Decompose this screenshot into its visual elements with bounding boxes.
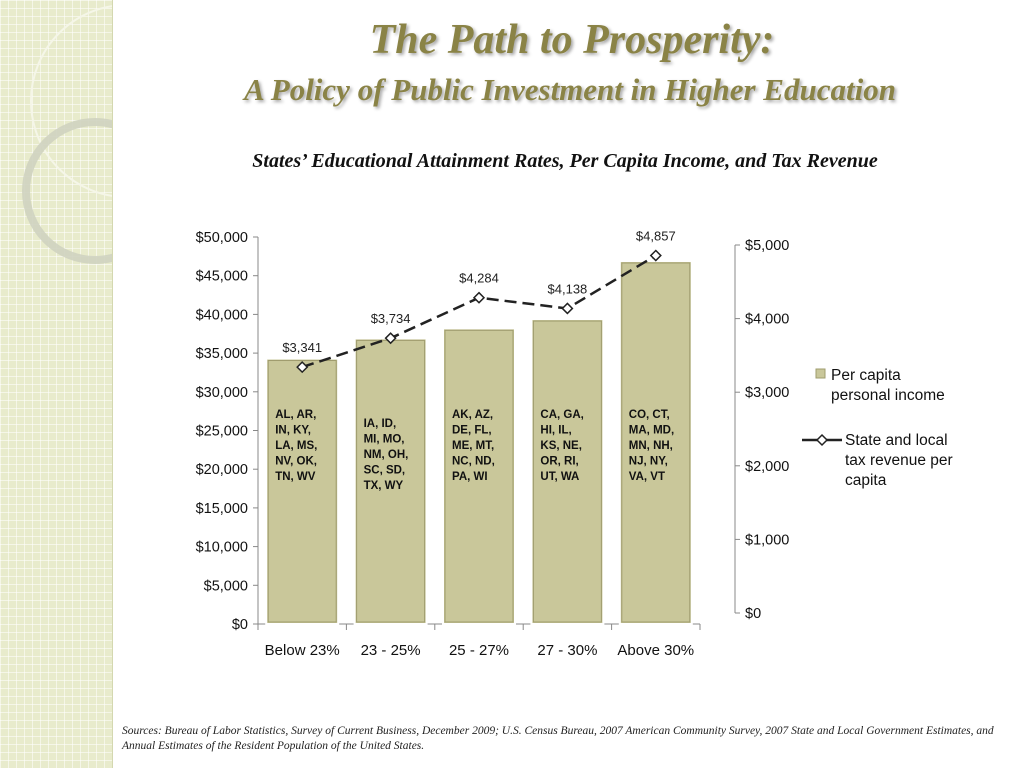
left-axis-tick-label: $0 [231,617,248,633]
bar-state-label: DE, FL, [452,424,492,437]
bar-state-label: PA, WI [452,471,488,483]
x-category-label: Above 30% [617,642,695,659]
bar-state-label: SC, SD, [363,464,406,477]
bar-state-label: TN, WV [275,471,316,483]
bar-state-label: MA, MD, [628,424,675,437]
bar-state-label: IN, KY, [275,424,311,437]
bar-state-label: MN, NH, [628,440,673,452]
income-bar [266,359,338,624]
bar-state-label: AK, AZ, [452,409,494,421]
legend-line-label: State and local [845,432,948,449]
tax-revenue-data-label: $4,284 [459,270,499,286]
bar-state-label: AL, AR, [275,409,317,421]
bar-state-label: MI, MO, [363,433,405,446]
tax-revenue-data-label: $3,341 [282,340,323,356]
bar-state-label: LA, MS, [275,440,318,452]
bar-state-label: HI, IL, [540,424,572,437]
slide-title: The Path to Prosperity: [369,17,775,63]
right-axis-tick-label: $3,000 [745,385,790,402]
tax-revenue-data-label: $3,734 [370,311,411,327]
x-category-label: 27 - 30% [537,642,598,659]
legend-line-label: capita [845,472,887,489]
right-axis-tick-label: $2,000 [745,458,790,475]
tax-revenue-point [651,251,661,261]
legend-line-label: tax revenue per [845,452,953,469]
left-axis-tick-label: $5,000 [203,578,248,595]
left-axis-tick-label: $50,000 [195,230,248,246]
tax-revenue-data-label: $4,857 [635,228,676,244]
tax-revenue-point [562,303,572,313]
right-axis-tick-label: $4,000 [745,311,790,328]
left-axis-tick-label: $30,000 [195,384,248,401]
legend-bar-label: personal income [831,387,945,404]
tax-revenue-data-label: $4,138 [547,281,588,297]
legend-bar-swatch [816,369,825,378]
left-axis-tick-label: $10,000 [195,539,248,556]
right-axis-tick-label: $0 [745,606,762,622]
bar-state-label: OR, RI, [540,455,579,468]
sources-note: Sources: Bureau of Labor Statistics, Survey of Current Business, December 2009; U.S. Census Bureau, 2007 American Community Survey, 2007 State and Local Government Estimates, and Annual Estimates of the Resident Population of the United States. [122,725,994,752]
left-axis-tick-label: $20,000 [195,462,248,479]
x-category-label: 25 - 27% [448,642,510,659]
right-axis-tick-label: $1,000 [745,532,790,549]
legend-bar-label: Per capita [831,367,901,384]
bar-state-label: NJ, NY, [628,455,668,468]
bar-state-label: CO, CT, [628,409,670,421]
bar-state-label: UT, WA [540,471,580,483]
chart-title: States’ Educational Attainment Rates, Per Capita Income, and Tax Revenue [252,150,878,172]
left-axis-tick-label: $25,000 [195,423,248,440]
tax-revenue-point [474,293,484,303]
bar-state-label: VA, VT [628,471,666,483]
right-axis-tick-label: $5,000 [745,238,790,254]
left-axis-tick-label: $40,000 [195,307,248,324]
bar-state-label: ME, MT, [452,440,495,452]
bar-state-label: NM, OH, [363,449,409,461]
bar-state-label: CA, GA, [540,409,584,421]
left-axis-tick-label: $45,000 [195,268,248,285]
bar-state-label: IA, ID, [363,418,397,430]
legend-line-marker [817,435,827,445]
bar-state-label: NV, OK, [275,455,317,468]
x-category-label: 23 - 25% [360,642,421,659]
left-axis-tick-label: $35,000 [195,346,248,363]
bar-state-label: NC, ND, [452,455,495,468]
bar-state-label: TX, WY [363,480,404,492]
slide-subtitle: A Policy of Public Investment in Higher Education [244,72,896,107]
left-axis-tick-label: $15,000 [195,500,248,517]
x-category-label: Below 23% [264,642,340,659]
bar-state-label: KS, NE, [540,440,582,452]
